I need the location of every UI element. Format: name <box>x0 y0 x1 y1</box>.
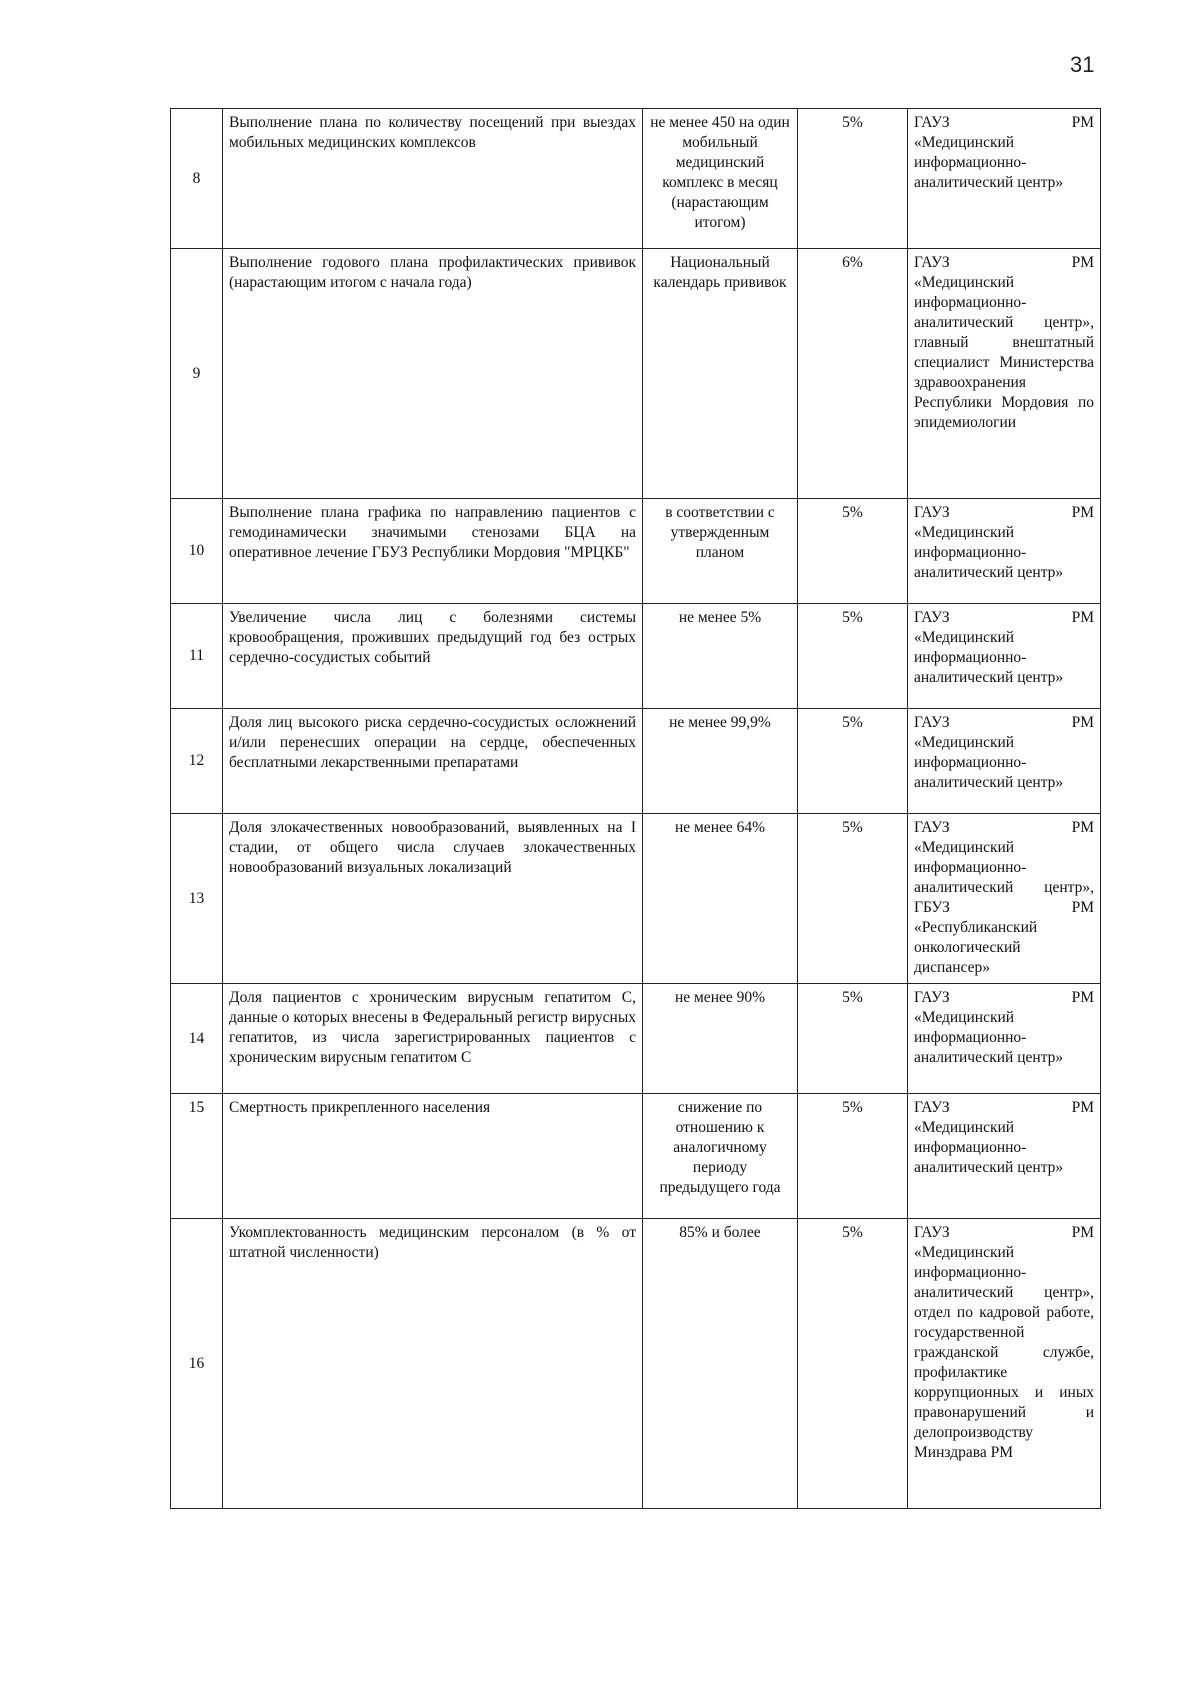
responsible-org: ГАУЗ <box>914 504 950 521</box>
row-number: 10 <box>171 499 223 604</box>
responsible-cell <box>908 109 1101 249</box>
target-cell: снижение по отношению к аналогичному периоду предыдущего года <box>643 1094 798 1219</box>
weight-cell: 5% <box>798 814 908 984</box>
row-number: 15 <box>171 1094 223 1219</box>
row-number: 12 <box>171 709 223 814</box>
responsible-cell <box>908 249 1101 499</box>
page-number: 31 <box>1070 52 1095 77</box>
weight-cell: 5% <box>798 709 908 814</box>
responsible-org: ГАУЗ <box>914 254 950 271</box>
responsible-text: «Медицинский информационно-аналитический центр», ГБУЗ РМ «Республиканский онкологический диспансер» <box>914 839 1094 976</box>
indicator-cell: Доля лиц высокого риска сердечно-сосудистых осложнений и/или перенесших операции на сердце, обеспеченных бесплатными лекарственными препаратами <box>223 709 643 814</box>
table-row <box>171 1094 1101 1219</box>
indicator-cell: Увеличение числа лиц с болезнями системы кровообращения, проживших предыдущий год без острых сердечно-сосудистых событий <box>223 604 643 709</box>
target-cell: не менее 90% <box>643 984 798 1094</box>
indicator-cell: Укомплектованность медицинским персоналом (в % от штатной численности) <box>223 1219 643 1509</box>
responsible-text: «Медицинский информационно-аналитический центр» <box>914 629 1064 686</box>
indicator-cell: Выполнение годового плана профилактических прививок (нарастающим итогом с начала года) <box>223 249 643 499</box>
responsible-cell <box>908 1094 1101 1219</box>
responsible-cell <box>908 499 1101 604</box>
responsible-cell <box>908 984 1101 1094</box>
weight-cell: 5% <box>798 1094 908 1219</box>
target-cell: не менее 450 на один мобильный медицинский комплекс в месяц (нарастающим итогом) <box>643 109 798 249</box>
row-number: 8 <box>171 109 223 249</box>
responsible-region: РМ <box>1071 819 1094 836</box>
weight-cell: 5% <box>798 1219 908 1509</box>
responsible-region: РМ <box>1071 1099 1094 1116</box>
target-cell: не менее 64% <box>643 814 798 984</box>
responsible-org: ГАУЗ <box>914 714 950 731</box>
responsible-text: «Медицинский информационно-аналитический центр» <box>914 134 1064 191</box>
table-row <box>171 249 1101 499</box>
table-row <box>171 604 1101 709</box>
responsible-org: ГАУЗ <box>914 609 950 626</box>
indicator-cell: Смертность прикрепленного населения <box>223 1094 643 1219</box>
responsible-region: РМ <box>1071 609 1094 626</box>
target-cell: не менее 99,9% <box>643 709 798 814</box>
responsible-org: ГАУЗ <box>914 819 950 836</box>
responsible-cell <box>908 814 1101 984</box>
indicator-cell: Выполнение плана графика по направлению пациентов с гемодинамически значимыми стенозами БЦА на оперативное лечение ГБУЗ Республики Мордовия "МРЦКБ" <box>223 499 643 604</box>
responsible-cell <box>908 1219 1101 1509</box>
responsible-org: ГАУЗ <box>914 1224 950 1241</box>
responsible-text: «Медицинский информационно-аналитический центр» <box>914 1119 1064 1176</box>
weight-cell: 5% <box>798 499 908 604</box>
responsible-text: «Медицинский информационно-аналитический центр», отдел по кадровой работе, государственной гражданской службе, профилактике коррупционных и иных правонарушений и делопроизводству Минздрава РМ <box>914 1244 1094 1461</box>
row-number: 14 <box>171 984 223 1094</box>
responsible-region: РМ <box>1071 1224 1094 1241</box>
target-cell: не менее 5% <box>643 604 798 709</box>
table-row <box>171 709 1101 814</box>
table-row <box>171 499 1101 604</box>
target-cell: Национальный календарь прививок <box>643 249 798 499</box>
responsible-org: ГАУЗ <box>914 1099 950 1116</box>
responsible-region: РМ <box>1071 714 1094 731</box>
row-number: 13 <box>171 814 223 984</box>
indicators-table <box>170 108 1101 1509</box>
indicator-cell: Доля пациентов с хроническим вирусным гепатитом С, данные о которых внесены в Федеральный регистр вирусных гепатитов, из числа зарегистрированных пациентов с хроническим вирусным гепатитом С <box>223 984 643 1094</box>
responsible-org: ГАУЗ <box>914 989 950 1006</box>
target-cell: в соответствии с утвержденным планом <box>643 499 798 604</box>
row-number: 9 <box>171 249 223 499</box>
responsible-org: ГАУЗ <box>914 114 950 131</box>
responsible-cell <box>908 709 1101 814</box>
responsible-region: РМ <box>1071 989 1094 1006</box>
weight-cell: 5% <box>798 604 908 709</box>
table-row <box>171 814 1101 984</box>
target-cell: 85% и более <box>643 1219 798 1509</box>
responsible-region: РМ <box>1071 504 1094 521</box>
weight-cell: 6% <box>798 249 908 499</box>
row-number: 11 <box>171 604 223 709</box>
responsible-region: РМ <box>1071 254 1094 271</box>
table-row <box>171 109 1101 249</box>
weight-cell: 5% <box>798 109 908 249</box>
responsible-text: «Медицинский информационно-аналитический центр» <box>914 1009 1064 1066</box>
weight-cell: 5% <box>798 984 908 1094</box>
row-number: 16 <box>171 1219 223 1509</box>
indicator-cell: Доля злокачественных новообразований, выявленных на I стадии, от общего числа случаев злокачественных новообразований визуальных локализаций <box>223 814 643 984</box>
responsible-text: «Медицинский информационно-аналитический центр», главный внештатный специалист Министерства здравоохранения Республики Мордовия по эпидемиологии <box>914 274 1094 431</box>
responsible-cell <box>908 604 1101 709</box>
responsible-region: РМ <box>1071 114 1094 131</box>
table-row <box>171 1219 1101 1509</box>
responsible-text: «Медицинский информационно-аналитический центр» <box>914 734 1064 791</box>
responsible-text: «Медицинский информационно-аналитический центр» <box>914 524 1064 581</box>
indicator-cell: Выполнение плана по количеству посещений при выездах мобильных медицинских комплексов <box>223 109 643 249</box>
table-row <box>171 984 1101 1094</box>
